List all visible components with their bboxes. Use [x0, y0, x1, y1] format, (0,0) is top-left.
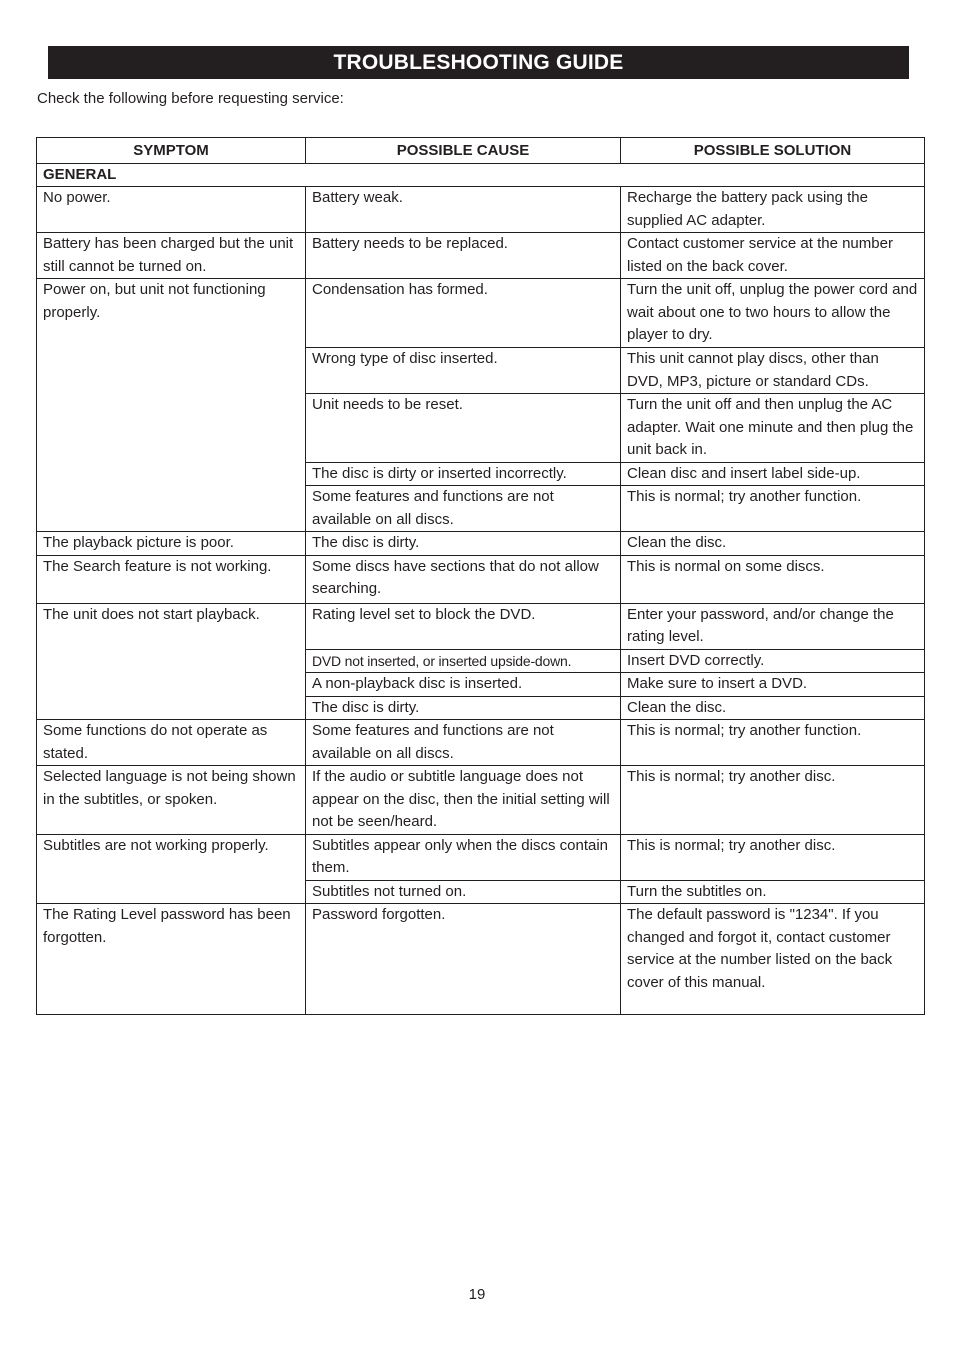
cause-cell: Some features and functions are not available on all discs.: [306, 486, 621, 532]
header-symptom: SYMPTOM: [37, 138, 306, 164]
cause-cell: The disc is dirty or inserted incorrectly.: [306, 462, 621, 486]
solution-cell: The default password is "1234". If you changed and forgot it, contact customer service at the number listed on the back cover of this manual.: [621, 904, 925, 1015]
cause-cell: A non-playback disc is inserted.: [306, 673, 621, 697]
solution-cell: Make sure to insert a DVD.: [621, 673, 925, 697]
header-possible-solution: POSSIBLE SOLUTION: [621, 138, 925, 164]
solution-cell: This is normal; try another disc.: [621, 834, 925, 880]
table-row: [37, 720, 925, 766]
cause-cell: Unit needs to be reset.: [306, 394, 621, 463]
symptom-cell: Some functions do not operate as stated.: [37, 720, 306, 766]
solution-cell: Clean disc and insert label side-up.: [621, 462, 925, 486]
cause-cell: Wrong type of disc inserted.: [306, 348, 621, 394]
solution-cell: This is normal; try another disc.: [621, 766, 925, 835]
solution-cell: Turn the subtitles on.: [621, 880, 925, 904]
cause-cell: Some discs have sections that do not allow searching.: [306, 555, 621, 603]
solution-cell: Clean the disc.: [621, 696, 925, 720]
page-number: 19: [468, 1286, 486, 1303]
cause-cell: Rating level set to block the DVD.: [306, 603, 621, 649]
symptom-cell: The Rating Level password has been forgotten.: [37, 904, 306, 1015]
intro-text: Check the following before requesting service:: [37, 90, 344, 107]
cause-cell: Condensation has formed.: [306, 279, 621, 348]
solution-cell: Turn the unit off and then unplug the AC adapter. Wait one minute and then plug the unit back in.: [621, 394, 925, 463]
header-possible-cause: POSSIBLE CAUSE: [306, 138, 621, 164]
solution-cell: Contact customer service at the number listed on the back cover.: [621, 233, 925, 279]
symptom-cell: Subtitles are not working properly.: [37, 834, 306, 904]
cause-cell: The disc is dirty.: [306, 696, 621, 720]
table-row: [37, 766, 925, 835]
symptom-cell: No power.: [37, 187, 306, 233]
table-header-row: [37, 138, 925, 164]
cause-cell: Some features and functions are not available on all discs.: [306, 720, 621, 766]
solution-cell: This is normal; try another function.: [621, 486, 925, 532]
cause-cell: Subtitles not turned on.: [306, 880, 621, 904]
page-title: TROUBLESHOOTING GUIDE: [48, 46, 909, 79]
cause-cell: Battery needs to be replaced.: [306, 233, 621, 279]
cause-cell: Battery weak.: [306, 187, 621, 233]
symptom-cell: Battery has been charged but the unit still cannot be turned on.: [37, 233, 306, 279]
symptom-cell: The Search feature is not working.: [37, 555, 306, 603]
table-row: [37, 233, 925, 279]
solution-cell: This is normal on some discs.: [621, 555, 925, 603]
table-row: [37, 187, 925, 233]
solution-cell: Enter your password, and/or change the rating level.: [621, 603, 925, 649]
solution-cell: This unit cannot play discs, other than DVD, MP3, picture or standard CDs.: [621, 348, 925, 394]
solution-cell: Turn the unit off, unplug the power cord and wait about one to two hours to allow the player to dry.: [621, 279, 925, 348]
table-row: [37, 834, 925, 880]
solution-cell: Clean the disc.: [621, 532, 925, 556]
cause-cell: If the audio or subtitle language does not appear on the disc, then the initial setting will not be seen/heard.: [306, 766, 621, 835]
symptom-cell: Power on, but unit not functioning properly.: [37, 279, 306, 532]
table-row: [37, 904, 925, 1015]
table-row: [37, 603, 925, 649]
cause-cell: DVD not inserted, or inserted upside-down.: [306, 649, 621, 673]
troubleshooting-table: [36, 137, 925, 1015]
section-general: GENERAL: [37, 163, 925, 187]
section-row: [37, 163, 925, 187]
cause-cell: The disc is dirty.: [306, 532, 621, 556]
symptom-cell: The playback picture is poor.: [37, 532, 306, 556]
table-row: [37, 532, 925, 556]
cause-cell: Subtitles appear only when the discs contain them.: [306, 834, 621, 880]
symptom-cell: The unit does not start playback.: [37, 603, 306, 720]
solution-cell: Insert DVD correctly.: [621, 649, 925, 673]
solution-cell: Recharge the battery pack using the supplied AC adapter.: [621, 187, 925, 233]
cause-cell: Password forgotten.: [306, 904, 621, 1015]
symptom-cell: Selected language is not being shown in the subtitles, or spoken.: [37, 766, 306, 835]
solution-cell: This is normal; try another function.: [621, 720, 925, 766]
table-row: [37, 555, 925, 603]
table-row: [37, 279, 925, 348]
